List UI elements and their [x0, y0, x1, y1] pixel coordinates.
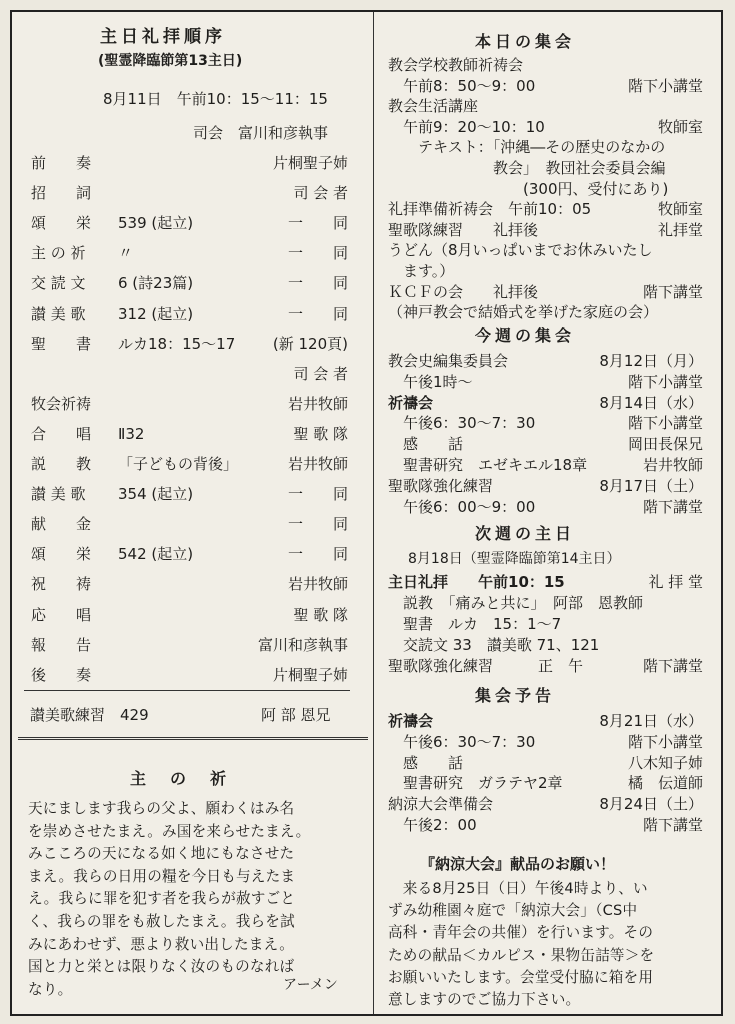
- order-person: 聖 歌 隊: [293, 424, 348, 443]
- order-detail: ルカ18：15～17: [118, 334, 236, 353]
- column-divider: [373, 12, 374, 1014]
- order-detail: Ⅱ32: [118, 424, 145, 443]
- prayer-line: を崇めさせたまえ。み国を来らせたまえ。: [28, 822, 311, 840]
- request-line: お願いいたします。会堂受付脇に箱を用: [388, 968, 654, 986]
- order-person: 一 同: [287, 485, 348, 504]
- order-detail: 354 (起立): [118, 485, 194, 504]
- order-person: 岩井牧師: [287, 455, 348, 473]
- order-person: 一 同: [287, 545, 348, 564]
- list-item-text: 午後6：30～7：30: [388, 732, 536, 751]
- list-item-detail: 8月17日（土）: [599, 476, 703, 495]
- order-person: 岩井牧師: [287, 394, 348, 413]
- list-item-text: 聖書研究 エゼキエル18章: [388, 456, 588, 474]
- list-item-detail: 8月12日（月）: [599, 352, 703, 370]
- order-person: 一 同: [287, 244, 348, 263]
- order-person: 富川和彦執事: [257, 635, 348, 654]
- prayer-line: みにあわせず、悪より救い出したまえ。: [28, 935, 294, 953]
- order-item: 合 唱: [31, 424, 92, 443]
- order-detail: 312 (起立): [118, 304, 194, 323]
- order-detail: 6 (詩23篇): [118, 274, 194, 293]
- order-person: 片桐聖子姉: [272, 154, 348, 172]
- list-item-detail: 階下小講堂: [627, 732, 703, 751]
- notice-title: 集会予告: [475, 686, 556, 705]
- hymn-practice-label: 讃美歌練習 429: [30, 706, 149, 724]
- request-title: 『納涼大会』献品のお願い！: [420, 855, 616, 873]
- list-item-detail: 8月14日（水）: [599, 393, 703, 412]
- list-item-detail: 階下小講堂: [627, 76, 703, 95]
- order-item: 主 の 祈: [31, 244, 86, 263]
- list-item-text: 説教 「痛みと共に」 阿部 恩教師: [388, 594, 644, 612]
- order-person: 片桐聖子姉: [272, 665, 348, 684]
- list-item-text: 午後6：30～7：30: [388, 414, 536, 433]
- list-item-text: 午後6：00～9：00: [388, 497, 536, 516]
- list-item-detail: 岩井牧師: [642, 456, 703, 474]
- list-item-detail: 階下講堂: [642, 657, 703, 675]
- order-person: 一 同: [287, 274, 348, 293]
- order-item: 祝 祷: [31, 575, 92, 594]
- list-item-text: 交読文 33 讃美歌 71、121: [388, 636, 600, 654]
- request-line: 来る8月25日（日）午後4時より、い: [388, 880, 648, 897]
- list-item-text: 聖書研究 ガラテヤ2章: [388, 774, 563, 793]
- list-item-text: 祈禱会: [388, 712, 434, 730]
- list-item-text: 教会史編集委員会: [388, 352, 509, 370]
- list-item-text: 祈禱会: [388, 393, 434, 412]
- service-subtitle: (聖霊降臨節第13主日): [98, 53, 243, 69]
- list-item-text: 主日礼拝 午前10：15: [388, 573, 565, 591]
- order-item: 讃 美 歌: [31, 485, 86, 504]
- hymn-practice-person: 阿 部 恩兄: [261, 706, 331, 724]
- list-item-text: 教会生活講座: [388, 97, 479, 116]
- prayer-line: 国と力と栄とは限りなく汝のものなれば: [28, 958, 295, 976]
- list-item-detail: 8月21日（水）: [599, 712, 703, 730]
- today-title: 本日の集会: [475, 32, 576, 51]
- list-item-text: 感 話: [388, 435, 464, 454]
- request-line: 意しますのでご協力下さい。: [388, 991, 581, 1008]
- order-item: 交 読 文: [31, 274, 86, 293]
- list-item-text: 聖歌隊練習 礼拝後: [388, 220, 539, 239]
- list-item-detail: 礼 拝 堂: [648, 573, 703, 591]
- list-item-detail: 階下講堂: [642, 816, 703, 834]
- prayer-line: く、我らの罪をも赦したまえ。我らを試: [28, 913, 295, 930]
- list-item-detail: 牧師室: [657, 200, 703, 219]
- list-item-text: 聖書 ルカ 15：1～7: [388, 615, 562, 633]
- list-item-text: テキスト：「沖縄―その歴史のなかの: [388, 138, 666, 157]
- request-line: ずみ幼稚園々庭で「納涼大会」（CS中: [388, 902, 638, 920]
- list-item-text: 午後1時～: [388, 372, 473, 391]
- order-person: 司 会 者: [293, 184, 348, 203]
- list-item-text: 感 話: [388, 753, 464, 772]
- list-item-text: ＫＣＦの会 礼拝後: [388, 282, 539, 301]
- order-item: 応 唱: [31, 605, 92, 624]
- practice-divider: [24, 690, 350, 691]
- list-item-detail: 階下小講堂: [627, 372, 703, 391]
- list-item-text: うどん（8月いっぱいまでお休みいたし: [388, 241, 653, 260]
- next-sunday-title: 次週の主日: [475, 524, 576, 543]
- list-item-detail: 8月24日（土）: [599, 795, 703, 814]
- list-item-detail: 八木知子姉: [627, 753, 703, 772]
- list-item-detail: 礼拝堂: [657, 220, 703, 239]
- order-item: 聖 書: [31, 334, 92, 353]
- list-item-text: 礼拝準備祈祷会 午前10：05: [388, 200, 592, 219]
- prayer-line: なり。: [28, 980, 73, 998]
- order-item: 前 奏: [31, 154, 92, 172]
- list-item-detail: 牧師室: [657, 117, 703, 136]
- list-item-text: 午前8：50～9：00: [388, 76, 536, 95]
- order-detail: 539 (起立): [118, 214, 194, 233]
- list-item-text: （神戸教会で結婚式を挙げた家庭の会）: [388, 303, 659, 322]
- service-presider: 司会 富川和彦執事: [193, 124, 329, 142]
- list-item-text: 教会学校教師祈祷会: [388, 56, 524, 74]
- request-line: ための献品＜カルピス・果物缶詰等＞を: [388, 946, 655, 964]
- order-item: 説 教: [31, 455, 92, 473]
- list-item-text: 午前9：20～10：10: [388, 117, 545, 136]
- prayer-line: まえ。我らの日用の糧を今日も与えたま: [28, 867, 296, 885]
- order-person: 一 同: [287, 515, 348, 534]
- order-item: 献 金: [31, 515, 92, 534]
- request-line: 高科・青年会の共催）を行います。その: [388, 924, 654, 942]
- order-detail: 「子どもの背後」: [118, 455, 239, 473]
- list-item-detail: 階下小講堂: [627, 414, 703, 433]
- order-person: 岩井牧師: [287, 575, 348, 594]
- order-item: 讃 美 歌: [31, 304, 86, 323]
- list-item-text: 聖歌隊強化練習 正 午: [388, 657, 584, 675]
- order-person: 一 同: [287, 304, 348, 323]
- list-item-detail: 階下講堂: [642, 497, 703, 516]
- order-item: 報 告: [31, 635, 92, 654]
- next-sunday-subtitle: 8月18日（聖霊降臨節第14主日）: [408, 551, 621, 567]
- list-item-text: 納涼大会準備会: [388, 795, 494, 814]
- order-item: 頌 栄: [31, 545, 92, 564]
- list-item-detail: 階下講堂: [642, 282, 703, 301]
- list-item-text: ます。）: [388, 262, 455, 280]
- order-person: (新 120頁): [272, 334, 348, 353]
- order-detail: 〃: [118, 244, 134, 263]
- list-item-text: 午後2：00: [388, 816, 477, 834]
- section-divider: [18, 737, 368, 740]
- order-detail: 542 (起立): [118, 545, 194, 564]
- list-item-detail: 岡田長保兄: [627, 435, 703, 454]
- prayer-line: 天にまします我らの父よ、願わくはみ名: [28, 800, 295, 817]
- prayer-line: え。我らに罪を犯す者を我らが赦すごと: [28, 890, 296, 908]
- list-item-text: 聖歌隊強化練習: [388, 476, 494, 495]
- list-item-detail: 橘 伝道師: [627, 774, 703, 793]
- order-item: 頌 栄: [31, 214, 92, 233]
- order-person: 聖 歌 隊: [293, 605, 348, 624]
- list-item-text: 教会」 教団社会委員会編: [388, 159, 666, 177]
- order-person: 司 会 者: [293, 364, 348, 383]
- prayer-amen: アーメン: [283, 977, 338, 993]
- order-person: 一 同: [287, 214, 348, 233]
- order-item: 招 詞: [31, 184, 92, 203]
- service-title: 主日礼拝順序: [100, 27, 226, 47]
- service-date: 8月11日 午前10：15～11：15: [103, 90, 328, 108]
- order-item: 後 奏: [31, 665, 92, 684]
- week-title: 今週の集会: [475, 326, 576, 345]
- order-item: 牧会祈祷: [31, 394, 92, 413]
- prayer-title: 主 の 祈: [130, 769, 231, 788]
- list-item-text: (300円、受付にあり): [388, 179, 669, 198]
- prayer-line: みこころの天になる如く地にもなさせた: [28, 845, 295, 863]
